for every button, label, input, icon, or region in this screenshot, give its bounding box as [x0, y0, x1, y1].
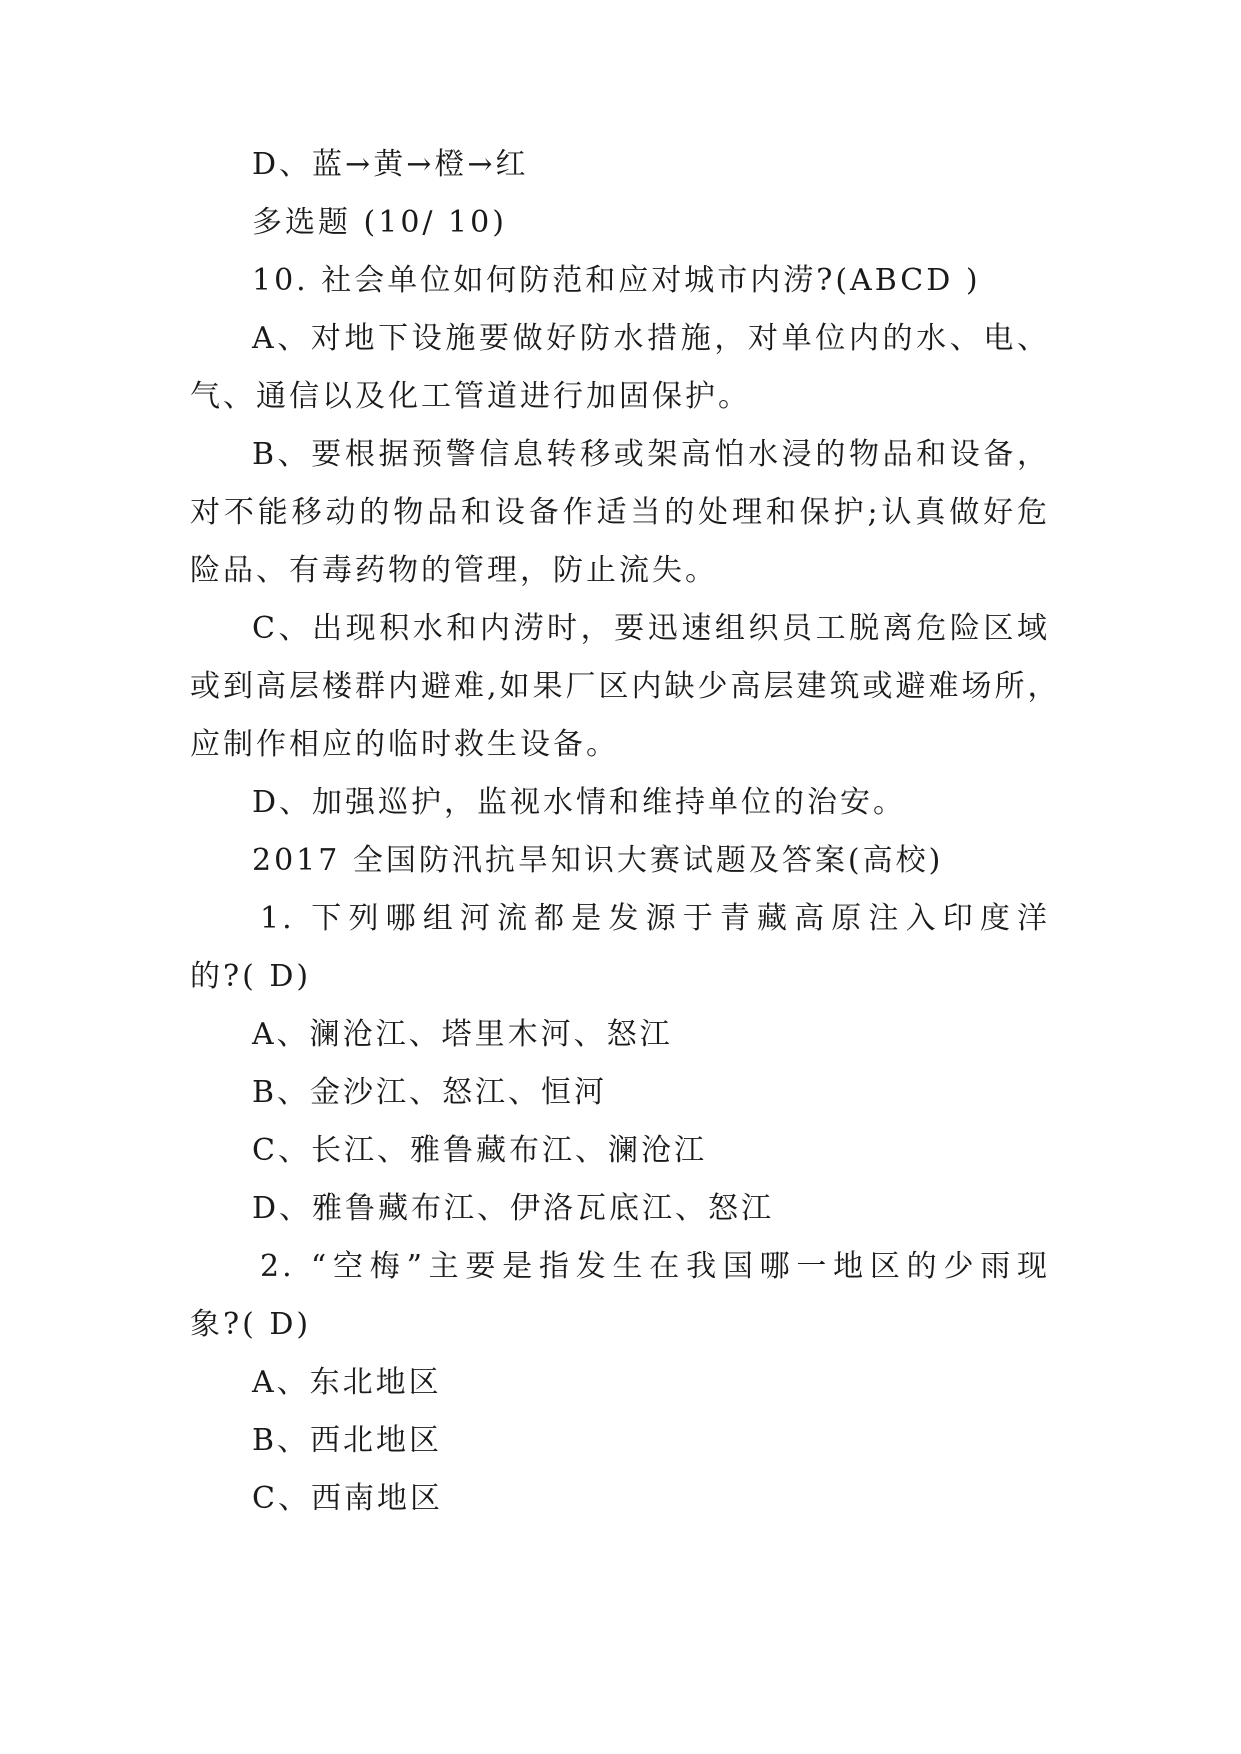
section-heading: 多选题 (10/ 10) [252, 205, 507, 240]
option-text: D、加强巡护，监视水情和维持单位的治安。 [252, 785, 907, 820]
question-text: 2. “空梅”主要是指发生在我国哪一地区的少雨现 [260, 1249, 1050, 1284]
option-text: D、雅鲁藏布江、伊洛瓦底江、怒江 [252, 1191, 775, 1226]
question-text: 1. 下列哪组河流都是发源于青藏高原注入印度洋 [260, 901, 1050, 936]
option-text: B、金沙江、怒江、恒河 [252, 1075, 608, 1110]
option-text-continued: 对不能移动的物品和设备作适当的处理和保护;认真做好危 [190, 495, 1050, 530]
option-text: A、澜沧江、塔里木河、怒江 [252, 1017, 673, 1052]
option-text: C、长江、雅鲁藏布江、澜沧江 [252, 1133, 707, 1168]
option-text: B、要根据预警信息转移或架高怕水浸的物品和设备， [252, 437, 1050, 472]
question-text: 10. 社会单位如何防范和应对城市内涝?(ABCD ) [252, 263, 981, 298]
option-text-continued: 或到高层楼群内避难,如果厂区内缺少高层建筑或避难场所， [190, 669, 1061, 704]
text-line: D、蓝→黄→橙→红 [252, 147, 529, 182]
option-text-continued: 应制作相应的临时救生设备。 [190, 727, 619, 762]
section-title: 2017 全国防汛抗旱知识大赛试题及答案(高校) [252, 843, 944, 878]
question-text-continued: 的?( D) [190, 959, 312, 994]
option-text: B、西北地区 [252, 1423, 443, 1458]
question-text-continued: 象?( D) [190, 1307, 312, 1342]
option-text: A、东北地区 [252, 1365, 442, 1400]
option-text: C、出现积水和内涝时，要迅速组织员工脱离危险区域 [252, 611, 1050, 646]
option-text: A、对地下设施要做好防水措施，对单位内的水、电、 [252, 321, 1050, 356]
option-text: C、西南地区 [252, 1481, 443, 1516]
option-text-continued: 险品、有毒药物的管理，防止流失。 [190, 553, 718, 588]
option-text-continued: 气、通信以及化工管道进行加固保护。 [190, 379, 751, 414]
